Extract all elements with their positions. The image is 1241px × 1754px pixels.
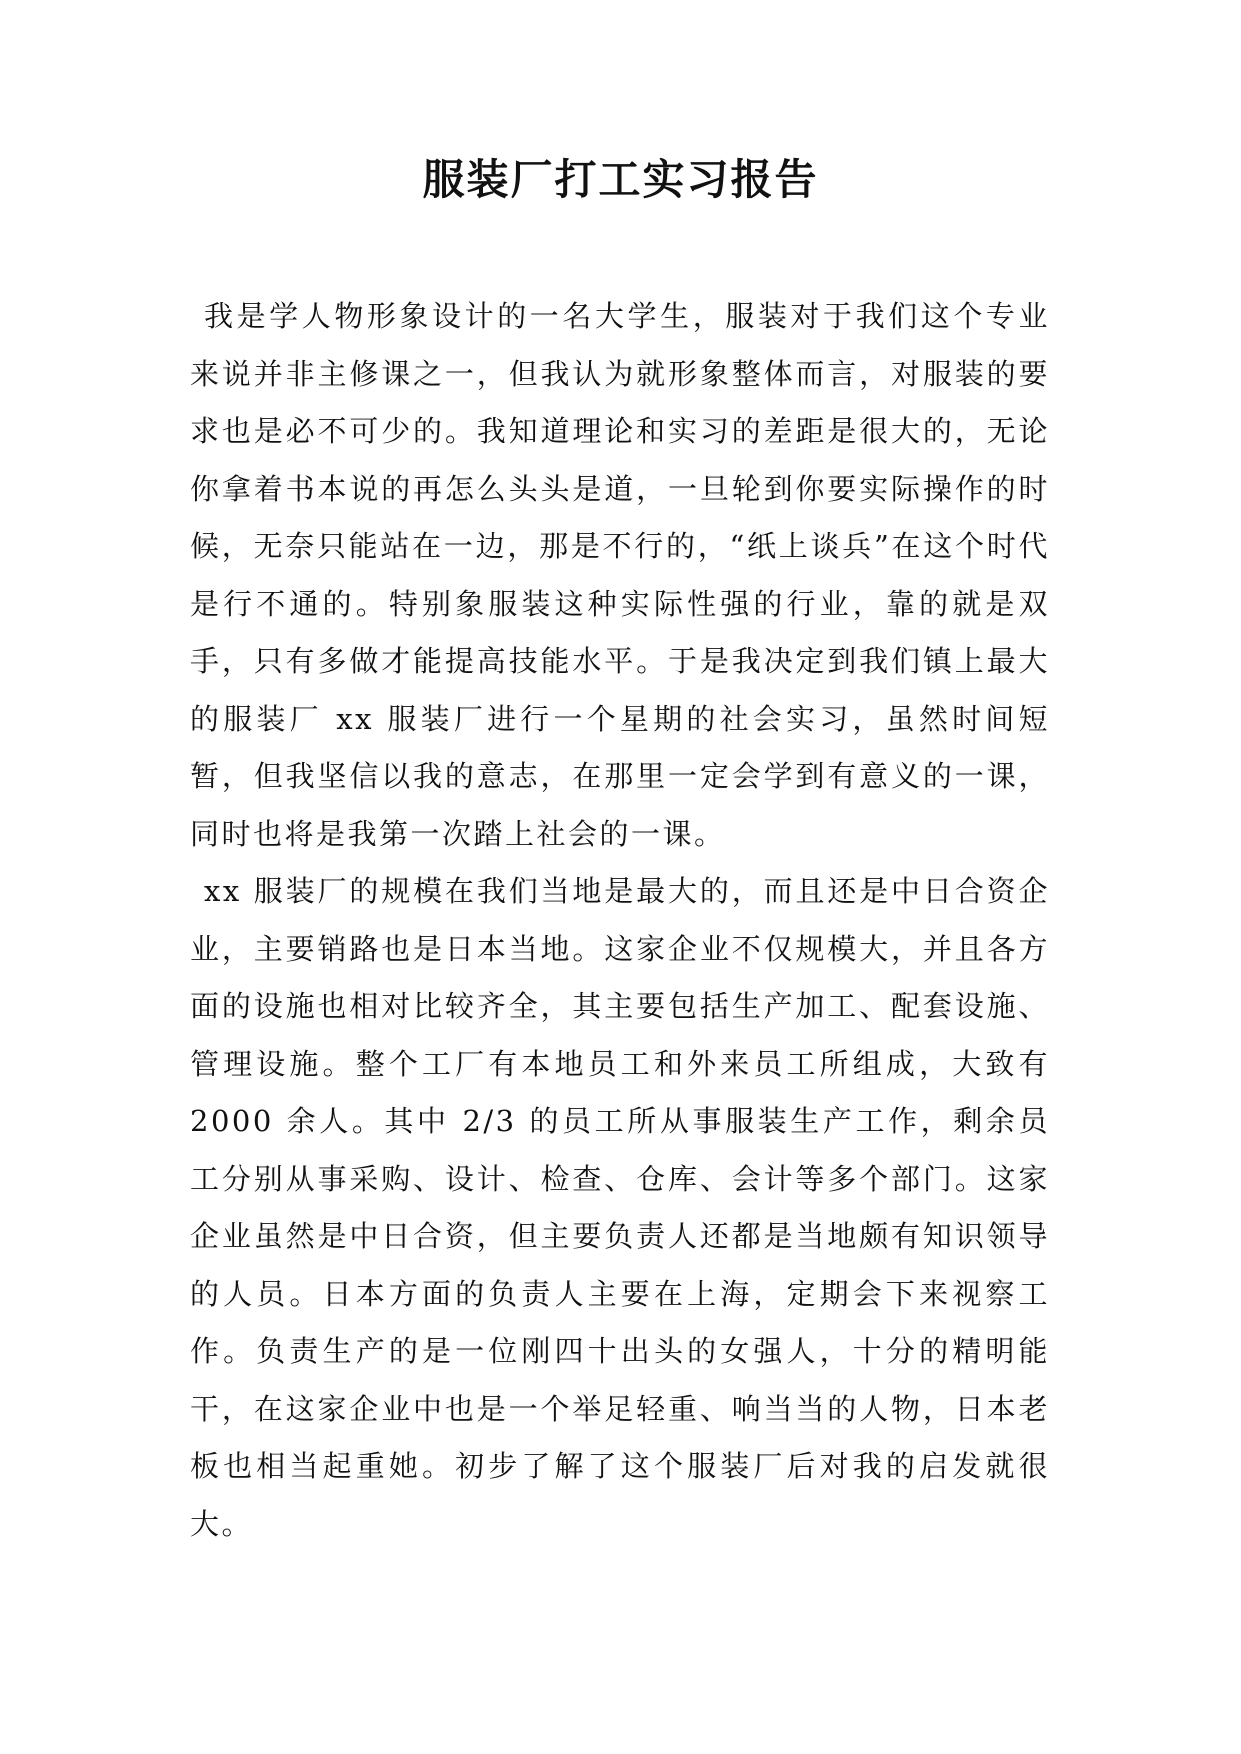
paragraph-intro: 我是学人物形象设计的一名大学生，服装对于我们这个专业来说并非主修课之一，但我认为就形象整体而言，对服装的要求也是必不可少的。我知道理论和实习的差距是很大的，无论你拿着书本说的再怎么头头是道，一旦轮到你要实际操作的时候，无奈只能站在一边，那是不行的，“纸上谈兵”在这个时代是行不通的。特别象服装这种实际性强的行业，靠的就是双手，只有多做才能提高技能水平。于是我决定到我们镇上最大的服装厂 xx 服装厂进行一个星期的社会实习，虽然时间短暂，但我坚信以我的意志，在那里一定会学到有意义的一课，同时也将是我第一次踏上社会的一课。 (190, 299, 1050, 851)
document-title: 服装厂打工实习报告 (422, 155, 819, 204)
document-body (190, 288, 1050, 1553)
paragraph-factory-overview: xx 服装厂的规模在我们当地是最大的，而且还是中日合资企业，主要销路也是日本当地。这家企业不仅规模大，并且各方面的设施也相对比较齐全，其主要包括生产加工、配套设施、管理设施。整个工厂有本地员工和外来员工所组成，大致有 2000 余人。其中 2/3 的员工所从事服装生产工作，剩余员工分别从事采购、设计、检查、仓库、会计等多个部门。这家企业虽然是中日合资，但主要负责人还都是当地颇有知识领导的人员。日本方面的负责人主要在上海，定期会下来视察工作。负责生产的是一位刚四十出头的女强人，十分的精明能干，在这家企业中也是一个举足轻重、响当当的人物，日本老板也相当起重她。初步了解了这个服装厂后对我的启发就很大。 (190, 874, 1050, 1541)
